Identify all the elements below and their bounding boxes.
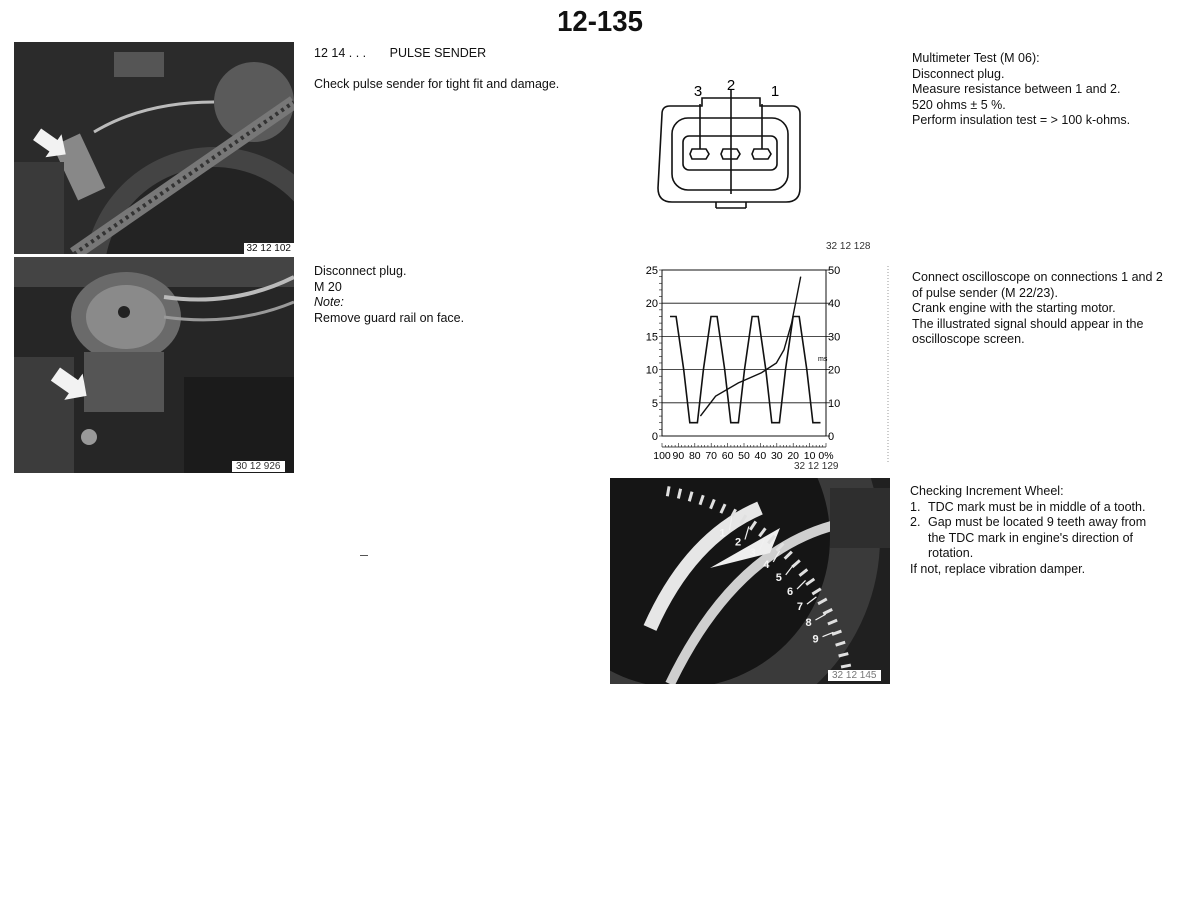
oscilloscope-line: of pulse sender (M 22/23). [912,285,1058,300]
connector-figure-code: 32 12 128 [826,241,871,252]
step-item [910,500,1190,516]
stray-mark [360,555,368,556]
wheel-mark-label: 1 [719,527,726,540]
photo-pulse-sender-art [14,42,294,254]
disconnect-line-2: M 20 [314,279,342,294]
photo-increment-wheel-art [610,478,890,684]
scope-series-reference [700,277,800,417]
multimeter-line: Disconnect plug. [912,66,1005,81]
increment-wheel-block [910,484,1190,577]
connector-diagram [650,76,810,212]
oscilloscope-block [912,270,1163,348]
oscilloscope-line: Connect oscilloscope on connections 1 and 2 [912,270,1163,284]
connector-pin-1: 1 [770,83,780,100]
scope-bottom-tick-label: 20 [787,450,800,462]
scope-left-tick-label: 5 [651,397,658,410]
scope-left-tick-label: 0 [651,431,658,443]
wheel-mark-label: 9 [812,633,819,646]
section-title: PULSE SENDER [389,46,487,60]
increment-wheel-footer: If not, replace vibration damper. [910,561,1086,576]
wheel-mark-label: 7 [796,601,804,614]
step-item [910,515,1190,562]
multimeter-line: Multimeter Test (M 06): [912,51,1040,65]
multimeter-line: Measure resistance between 1 and 2. [912,82,1121,96]
oscilloscope-svg [636,262,896,472]
wheel-figure-code: 32 12 145 [828,670,881,681]
right-axis-unit: ms [818,356,828,363]
section-heading [314,46,486,62]
section-intro: Check pulse sender for tight fit and damage. [314,77,560,91]
scope-right-tick-label: 0 [828,431,835,443]
connector-pin-2: 2 [726,77,736,94]
wheel-mark-label: 5 [775,571,782,584]
oscilloscope-line: oscilloscope screen. [912,332,1025,346]
wheel-mark-label: 2 [734,536,742,549]
scope-bottom-tick-label: 10 [803,450,816,462]
step-number: 2. [910,515,921,529]
photo-pulse-sender [14,42,294,254]
scope-right-tick-label: 50 [828,265,841,277]
multimeter-line: Perform insulation test = > 100 k-ohms. [912,113,1131,127]
wheel-tooth [667,486,669,496]
scope-right-tick-label: 10 [828,397,841,410]
note-text: Remove guard rail on face. [314,310,465,325]
wheel-mark-label: 8 [805,617,812,630]
scope-right-tick-label: 30 [828,331,841,344]
scope-bottom-tick-label: 30 [770,450,783,462]
wheel-mark-label: 3 [749,547,756,560]
scope-bottom-tick-label: 100 [653,450,671,462]
oscilloscope-chart [636,262,896,472]
oscilloscope-line: Crank engine with the starting motor. [912,301,1116,315]
oscilloscope-line: The illustrated signal should appear in the [912,316,1144,331]
multimeter-block [912,51,1130,129]
wheel-tooth [841,665,851,667]
photo-increment-wheel [610,478,890,684]
scope-right-tick-label: 40 [828,298,841,311]
increment-wheel-title: Checking Increment Wheel: [910,484,1064,498]
photo-plug [14,257,294,473]
scope-left-tick-label: 15 [645,331,658,344]
scope-bottom-tick-label: 90 [672,450,685,462]
scope-bottom-tick-label: 80 [688,450,701,462]
disconnect-block [314,264,464,326]
connector-pin-3: 3 [693,83,703,100]
scope-right-tick-label: 20 [828,364,841,377]
scope-left-tick-label: 10 [645,364,658,377]
multimeter-line: 520 ohms ± 5 %. [912,97,1006,112]
scope-bottom-tick-label: 40 [754,450,767,462]
scope-bottom-tick-label: 60 [721,450,734,462]
note-label: Note: [314,295,344,309]
wheel-mark-label: 4 [763,558,770,571]
scope-bottom-tick-label: 0% [818,450,834,462]
page-number: 12-135 [557,6,643,38]
scope-bottom-tick-label: 70 [705,450,718,462]
wheel-mark-label: 6 [786,586,794,599]
step-text: TDC mark must be in middle of a tooth. [928,499,1146,514]
step-text: Gap must be located 9 teeth away from the TDC mark in engine's direction of rotation. [928,515,1147,560]
scope-frame [662,270,826,436]
scope-left-tick-label: 20 [645,298,658,311]
scope-figure-code: 32 12 129 [794,461,839,472]
photo2-figure-code: 30 12 926 [232,461,285,472]
scope-bottom-tick-label: 50 [738,450,750,462]
connector-svg [650,76,810,212]
scope-left-tick-label: 25 [645,265,658,277]
increment-wheel-steps [910,500,1190,562]
photo-plug-art [14,257,294,473]
photo1-figure-code: 32 12 102 [244,243,295,254]
disconnect-line-1: Disconnect plug. [314,264,407,278]
section-number: 12 14 . . . [314,46,367,60]
step-number: 1. [910,499,921,514]
